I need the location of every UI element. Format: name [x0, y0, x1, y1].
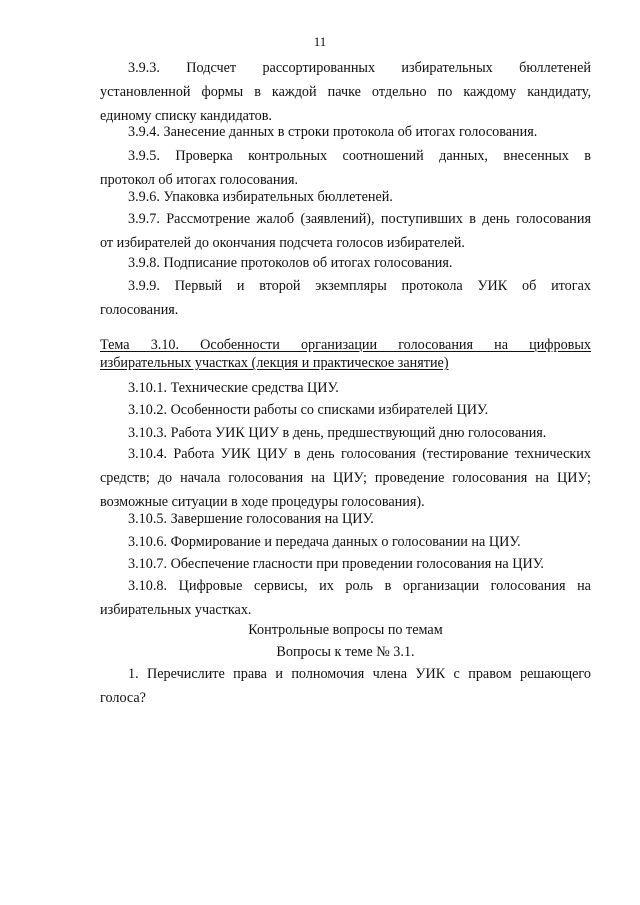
section-heading-3-10 [100, 336, 591, 372]
text-line: средств; до начала голосования на ЦИУ; проведение голосования на ЦИУ; [100, 470, 591, 486]
heading-line: Тема 3.10. Особенности организации голосования на цифровых [100, 337, 591, 353]
paragraph-3-10-8 [100, 574, 591, 622]
text-line: 3.10.3. Работа УИК ЦИУ в день, предшествующий дню голосования. [128, 425, 547, 441]
paragraph-3-10-4 [100, 442, 591, 514]
text-line: 3.10.4. Работа УИК ЦИУ в день голосования (тестирование технических [128, 446, 591, 462]
text-line: 3.9.6. Упаковка избирательных бюллетеней. [128, 189, 393, 205]
paragraph-3-10-2 [100, 398, 591, 422]
paragraph-3-9-4 [100, 120, 591, 144]
text-line: 3.10.5. Завершение голосования на ЦИУ. [128, 511, 374, 527]
text-line: 3.9.8. Подписание протоколов об итогах голосования. [128, 255, 453, 271]
paragraph-3-9-7 [100, 207, 591, 255]
paragraph-3-10-6 [100, 530, 591, 554]
text-line: голосования. [100, 302, 179, 318]
page-number: 11 [313, 34, 327, 49]
text-line: единому списку кандидатов. [100, 108, 272, 124]
title-line: Контрольные вопросы по темам [248, 622, 443, 638]
paragraph-3-9-9 [100, 274, 591, 322]
paragraph-3-10-1 [100, 376, 591, 400]
text-line: 3.10.6. Формирование и передача данных о голосовании на ЦИУ. [128, 534, 521, 550]
control-questions-title [100, 618, 591, 642]
paragraph-3-9-8 [100, 251, 591, 275]
heading-line: избирательных участках (лекция и практическое занятие) [100, 355, 449, 371]
text-line: 3.9.4. Занесение данных в строки протокола об итогах голосования. [128, 124, 538, 140]
text-line: 3.9.9. Первый и второй экземпляры протокола УИК об итогах [128, 278, 591, 294]
questions-subtitle [100, 640, 591, 664]
paragraph-3-9-3 [100, 56, 591, 128]
title-line: Вопросы к теме № 3.1. [276, 644, 415, 660]
text-line: 3.9.5. Проверка контрольных соотношений данных, внесенных в [128, 148, 591, 164]
paragraph-3-9-6 [100, 185, 591, 209]
paragraph-3-10-7 [100, 552, 591, 576]
text-line: 3.9.3. Подсчет рассортированных избирательных бюллетеней [128, 60, 591, 76]
text-line: 3.10.1. Технические средства ЦИУ. [128, 380, 339, 396]
text-line: 3.10.8. Цифровые сервисы, их роль в организации голосования на [128, 578, 591, 594]
text-line: от избирателей до окончания подсчета голосов избирателей. [100, 235, 465, 251]
text-line: возможные ситуации в ходе процедуры голосования). [100, 494, 425, 510]
text-line: 3.10.2. Особенности работы со списками избирателей ЦИУ. [128, 402, 489, 418]
text-line: голоса? [100, 690, 146, 706]
text-line: 1. Перечислите права и полномочия члена УИК с правом решающего [128, 666, 591, 682]
text-line: установленной формы в каждой пачке отдельно по каждому кандидату, [100, 84, 591, 100]
text-line: избирательных участках. [100, 602, 252, 618]
text-line: протокол об итогах голосования. [100, 172, 299, 188]
text-line: 3.10.7. Обеспечение гласности при проведении голосования на ЦИУ. [128, 556, 544, 572]
text-line: 3.9.7. Рассмотрение жалоб (заявлений), поступивших в день голосования [128, 211, 591, 227]
paragraph-3-10-5 [100, 507, 591, 531]
question-1 [100, 662, 591, 710]
